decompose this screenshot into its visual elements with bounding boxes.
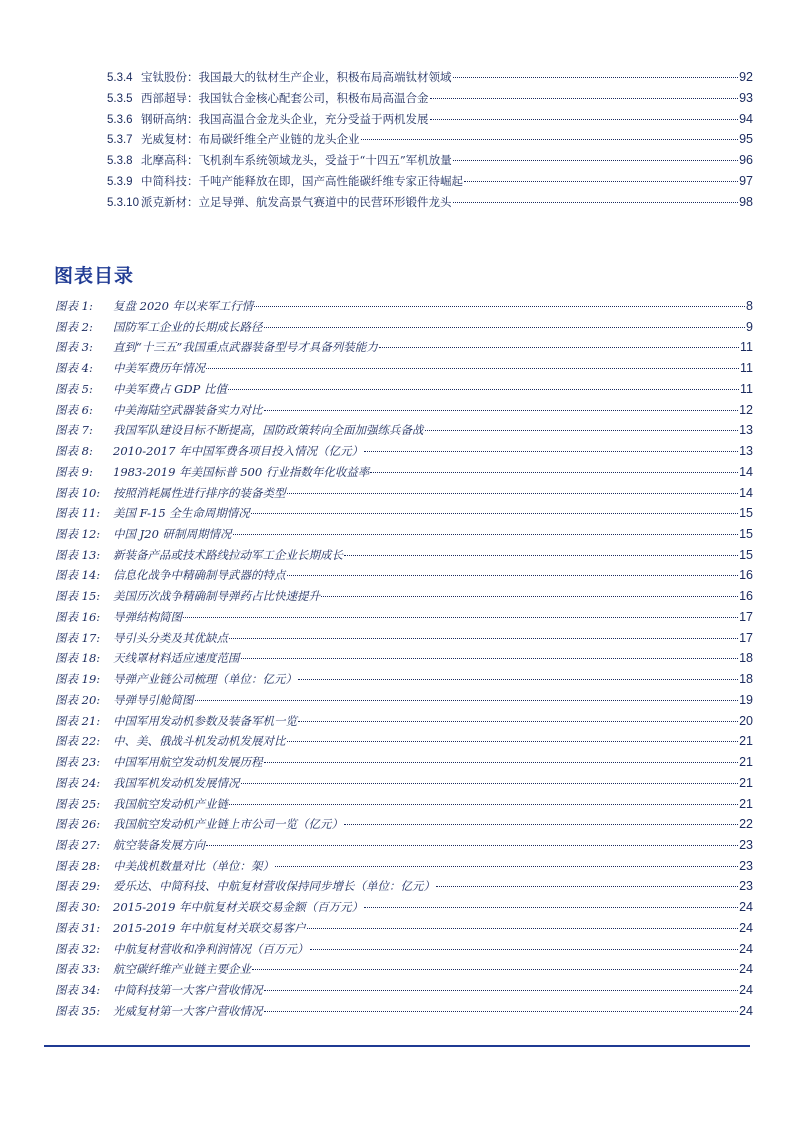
figure-entry[interactable] bbox=[55, 420, 753, 440]
entry-number: 图表 28: bbox=[55, 858, 101, 873]
entry-page-number: 18 bbox=[739, 651, 753, 666]
figure-entry[interactable] bbox=[55, 296, 753, 316]
entry-page-number: 17 bbox=[739, 609, 753, 624]
entry-title: 信息化战争中精确制导武器的特点 bbox=[113, 568, 286, 583]
dot-leader bbox=[254, 305, 745, 307]
figure-entry[interactable] bbox=[55, 648, 753, 668]
entry-title: 2015-2019 年中航复材关联交易客户 bbox=[113, 920, 306, 935]
entry-title: 中国军用航空发动机发展历程 bbox=[113, 755, 263, 770]
entry-title: 天线罩材料适应速度范围 bbox=[113, 651, 240, 666]
dot-leader bbox=[453, 159, 738, 161]
entry-page-number: 24 bbox=[739, 1003, 753, 1018]
entry-title: 航空装备发展方向 bbox=[113, 837, 205, 852]
entry-page-number: 94 bbox=[739, 111, 753, 126]
dot-leader bbox=[344, 823, 738, 825]
figure-entry[interactable] bbox=[55, 483, 753, 503]
figure-entry[interactable] bbox=[55, 462, 753, 482]
entry-page-number: 11 bbox=[740, 361, 753, 376]
dot-leader bbox=[344, 554, 738, 556]
dot-leader bbox=[233, 533, 739, 535]
entry-page-number: 17 bbox=[739, 630, 753, 645]
figure-entry[interactable] bbox=[55, 358, 753, 378]
entry-page-number: 97 bbox=[739, 174, 753, 188]
figure-entry[interactable] bbox=[55, 524, 753, 544]
figure-entry[interactable] bbox=[55, 856, 753, 876]
figure-entry[interactable] bbox=[55, 379, 753, 399]
entry-page-number: 14 bbox=[739, 485, 753, 500]
entry-title: 新装备产品或技术路线拉动军工企业长期成长 bbox=[113, 547, 343, 562]
entry-page-number: 95 bbox=[739, 132, 753, 147]
entry-number: 图表 18: bbox=[55, 651, 101, 666]
dot-leader bbox=[453, 201, 739, 203]
entry-page-number: 24 bbox=[739, 920, 753, 935]
entry-number: 图表 4: bbox=[55, 361, 93, 376]
entry-number: 图表 6: bbox=[55, 402, 93, 417]
entry-number: 图表 14: bbox=[55, 568, 101, 583]
entry-title: 导弹结构简图 bbox=[113, 609, 182, 624]
figure-entry[interactable] bbox=[55, 586, 753, 606]
figure-entry[interactable] bbox=[55, 669, 753, 689]
entry-number: 图表 25: bbox=[55, 796, 101, 811]
dot-leader bbox=[195, 699, 739, 701]
figure-entry[interactable] bbox=[55, 980, 753, 1000]
entry-page-number: 98 bbox=[739, 194, 753, 209]
entry-page-number: 13 bbox=[739, 444, 753, 459]
dot-leader bbox=[430, 118, 739, 120]
entry-number: 图表 5: bbox=[55, 381, 93, 396]
entry-page-number: 15 bbox=[739, 547, 753, 562]
entry-number: 图表 26: bbox=[55, 817, 101, 832]
entry-number: 图表 16: bbox=[55, 609, 101, 624]
entry-number: 图表 31: bbox=[55, 920, 101, 935]
entry-number: 图表 34: bbox=[55, 983, 101, 998]
dot-leader bbox=[264, 1010, 739, 1012]
entry-page-number: 22 bbox=[739, 817, 753, 832]
entry-title: 中美战机数量对比（单位：架） bbox=[113, 858, 274, 873]
entry-title: 钢研高纳：我国高温合金龙头企业，充分受益于两机发展 bbox=[141, 111, 429, 126]
entry-page-number: 18 bbox=[739, 672, 753, 687]
entry-number: 图表 11: bbox=[55, 506, 101, 521]
dot-leader bbox=[251, 512, 738, 514]
entry-page-number: 23 bbox=[739, 879, 753, 894]
entry-page-number: 15 bbox=[739, 506, 753, 521]
figure-entry[interactable] bbox=[55, 545, 753, 565]
entry-title: 导弹导引舱简图 bbox=[113, 692, 194, 707]
entry-page-number: 15 bbox=[739, 527, 753, 542]
dot-leader bbox=[252, 968, 738, 970]
dot-leader bbox=[364, 450, 738, 452]
entry-number: 图表 30: bbox=[55, 900, 101, 915]
entry-title: 2010-2017 年中国军费各项目投入情况（亿元） bbox=[113, 444, 364, 459]
dot-leader bbox=[453, 76, 739, 78]
figure-entry[interactable] bbox=[55, 565, 753, 585]
entry-title: 中美军费历年情况 bbox=[113, 361, 205, 376]
entry-title: 中航复材营收和净利润情况（百万元） bbox=[113, 941, 309, 956]
dot-leader bbox=[229, 637, 738, 639]
entry-number: 5.3.6 bbox=[107, 113, 133, 126]
entry-title: 我国航空发动机产业链上市公司一览（亿元） bbox=[113, 817, 343, 832]
figure-entry[interactable] bbox=[55, 711, 753, 731]
figure-entry[interactable] bbox=[55, 939, 753, 959]
entry-title: 航空碳纤维产业链主要企业 bbox=[113, 962, 251, 977]
entry-page-number: 24 bbox=[739, 962, 753, 977]
dot-leader bbox=[379, 346, 739, 348]
dot-leader bbox=[430, 97, 739, 99]
dot-leader bbox=[264, 989, 739, 991]
figure-entry[interactable] bbox=[55, 690, 753, 710]
entry-page-number: 21 bbox=[739, 755, 753, 770]
entry-title: 中国 J20 研制周期情况 bbox=[113, 527, 232, 542]
entry-page-number: 92 bbox=[739, 70, 753, 84]
toc-subsection-entry[interactable] bbox=[107, 150, 753, 170]
entry-page-number: 24 bbox=[739, 900, 753, 915]
figure-entry[interactable] bbox=[55, 731, 753, 751]
dot-leader bbox=[321, 595, 738, 597]
dot-leader bbox=[241, 657, 739, 659]
entry-title: 派克新材：立足导弹、航发高景气赛道中的民营环形锻件龙头 bbox=[141, 194, 452, 209]
dot-leader bbox=[298, 678, 738, 680]
figure-entry[interactable] bbox=[55, 503, 753, 523]
entry-page-number: 24 bbox=[739, 983, 753, 998]
entry-page-number: 24 bbox=[739, 941, 753, 956]
dot-leader bbox=[361, 138, 739, 140]
dot-leader bbox=[206, 844, 738, 846]
dot-leader bbox=[364, 906, 738, 908]
entry-number: 图表 13: bbox=[55, 547, 101, 562]
entry-number: 图表 29: bbox=[55, 879, 101, 894]
dot-leader bbox=[310, 948, 739, 950]
entry-number: 5.3.7 bbox=[107, 134, 133, 147]
entry-title: 北摩高科：飞机刹车系统领域龙头，受益于“十四五”军机放量 bbox=[141, 153, 452, 168]
figure-entry[interactable] bbox=[55, 752, 753, 772]
dot-leader bbox=[264, 761, 739, 763]
figure-entry[interactable] bbox=[55, 835, 753, 855]
entry-number: 图表 1: bbox=[55, 299, 93, 313]
entry-page-number: 16 bbox=[739, 589, 753, 604]
entry-title: 爱乐达、中简科技、中航复材营收保持同步增长（单位：亿元） bbox=[113, 879, 435, 894]
entry-title: 西部超导：我国钛合金核心配套公司，积极布局高温合金 bbox=[141, 90, 429, 105]
dot-leader bbox=[307, 927, 739, 929]
figure-entry[interactable] bbox=[55, 1001, 753, 1021]
entry-number: 图表 9: bbox=[55, 464, 93, 479]
entry-title: 美国历次战争精确制导弹药占比快速提升 bbox=[113, 589, 320, 604]
entry-title: 我国军机发动机发展情况 bbox=[113, 775, 240, 790]
entry-number: 图表 2: bbox=[55, 319, 93, 334]
entry-page-number: 23 bbox=[739, 858, 753, 873]
entry-number: 5.3.8 bbox=[107, 155, 133, 168]
dot-leader bbox=[264, 326, 746, 328]
entry-number: 图表 32: bbox=[55, 941, 101, 956]
dot-leader bbox=[287, 492, 739, 494]
entry-number: 5.3.9 bbox=[107, 176, 133, 188]
entry-title: 中简科技：千吨产能释放在即，国产高性能碳纤维专家正待崛起 bbox=[141, 174, 463, 188]
entry-number: 5.3.5 bbox=[107, 92, 133, 105]
entry-number: 图表 3: bbox=[55, 340, 93, 355]
dot-leader bbox=[298, 720, 738, 722]
toc-subsection-entry[interactable] bbox=[107, 67, 753, 87]
dot-leader bbox=[425, 429, 739, 431]
entry-number: 图表 10: bbox=[55, 485, 101, 500]
dot-leader bbox=[370, 471, 738, 473]
entry-page-number: 21 bbox=[739, 734, 753, 749]
entry-title: 我国军队建设目标不断提高，国防政策转向全面加强练兵备战 bbox=[113, 423, 424, 438]
footer-divider bbox=[44, 1045, 750, 1047]
figure-entry[interactable] bbox=[55, 773, 753, 793]
entry-number: 图表 35: bbox=[55, 1003, 101, 1018]
entry-title: 我国航空发动机产业链 bbox=[113, 796, 228, 811]
dot-leader bbox=[464, 180, 738, 182]
entry-number: 图表 23: bbox=[55, 755, 101, 770]
entry-title: 2015-2019 年中航复材关联交易金额（百万元） bbox=[113, 900, 364, 915]
entry-title: 美国 F-15 全生命周期情况 bbox=[113, 506, 250, 521]
entry-number: 图表 8: bbox=[55, 444, 93, 459]
entry-title: 光威复材第一大客户营收情况 bbox=[113, 1003, 263, 1018]
dot-leader bbox=[229, 803, 738, 805]
toc-subsection-entry[interactable] bbox=[107, 192, 753, 212]
entry-page-number: 11 bbox=[740, 340, 753, 355]
toc-subsection-entry[interactable] bbox=[107, 129, 753, 149]
entry-number: 图表 20: bbox=[55, 692, 101, 707]
figure-entry[interactable] bbox=[55, 317, 753, 337]
entry-title: 导引头分类及其优缺点 bbox=[113, 630, 228, 645]
toc-subsection-entry[interactable] bbox=[107, 88, 753, 108]
entry-title: 按照消耗属性进行排序的装备类型 bbox=[113, 485, 286, 500]
entry-page-number: 11 bbox=[740, 381, 753, 396]
entry-page-number: 93 bbox=[739, 90, 753, 105]
entry-title: 国防军工企业的长期成长路径 bbox=[113, 319, 263, 334]
entry-number: 图表 27: bbox=[55, 837, 101, 852]
figure-entry[interactable] bbox=[55, 628, 753, 648]
entry-title: 中美军费占 GDP 比值 bbox=[113, 381, 227, 396]
entry-number: 图表 19: bbox=[55, 672, 101, 687]
dot-leader bbox=[206, 367, 739, 369]
entry-title: 直到“十三五”我国重点武器装备型号才具备列装能力 bbox=[113, 340, 378, 355]
entry-page-number: 16 bbox=[739, 568, 753, 583]
figure-entry[interactable] bbox=[55, 400, 753, 420]
entry-page-number: 9 bbox=[746, 319, 753, 334]
entry-page-number: 21 bbox=[739, 796, 753, 811]
entry-page-number: 23 bbox=[739, 837, 753, 852]
entry-number: 图表 24: bbox=[55, 775, 101, 790]
entry-number: 图表 15: bbox=[55, 589, 101, 604]
dot-leader bbox=[228, 388, 739, 390]
entry-page-number: 21 bbox=[739, 775, 753, 790]
toc-subsection-entry[interactable] bbox=[107, 171, 753, 191]
entry-number: 图表 33: bbox=[55, 962, 101, 977]
entry-title: 中国军用发动机参数及装备军机一览 bbox=[113, 713, 297, 728]
figure-entry[interactable] bbox=[55, 607, 753, 627]
entry-number: 5.3.10 bbox=[107, 196, 139, 209]
figures-heading: 图表目录 bbox=[54, 265, 135, 287]
entry-title: 导弹产业链公司梳理（单位：亿元） bbox=[113, 672, 297, 687]
toc-subsection-entry[interactable] bbox=[107, 109, 753, 129]
entry-page-number: 20 bbox=[739, 713, 753, 728]
entry-page-number: 14 bbox=[739, 464, 753, 479]
dot-leader bbox=[264, 409, 739, 411]
figure-entry[interactable] bbox=[55, 876, 753, 896]
dot-leader bbox=[287, 740, 739, 742]
figure-entry[interactable] bbox=[55, 959, 753, 979]
figure-entry[interactable] bbox=[55, 337, 753, 357]
entry-title: 复盘 2020 年以来军工行情 bbox=[113, 299, 254, 313]
dot-leader bbox=[287, 574, 739, 576]
entry-page-number: 13 bbox=[739, 423, 753, 438]
entry-title: 光威复材：布局碳纤维全产业链的龙头企业 bbox=[141, 132, 360, 147]
entry-title: 中简科技第一大客户营收情况 bbox=[113, 983, 263, 998]
figure-entry[interactable] bbox=[55, 441, 753, 461]
figure-entry[interactable] bbox=[55, 897, 753, 917]
dot-leader bbox=[436, 885, 738, 887]
entry-page-number: 8 bbox=[746, 299, 753, 313]
entry-title: 中、美、俄战斗机发动机发展对比 bbox=[113, 734, 286, 749]
figure-entry[interactable] bbox=[55, 794, 753, 814]
dot-leader bbox=[241, 782, 739, 784]
entry-page-number: 19 bbox=[739, 692, 753, 707]
entry-number: 图表 12: bbox=[55, 527, 101, 542]
entry-number: 5.3.4 bbox=[107, 72, 133, 84]
entry-page-number: 12 bbox=[739, 402, 753, 417]
dot-leader bbox=[275, 865, 738, 867]
entry-number: 图表 7: bbox=[55, 423, 93, 438]
entry-page-number: 96 bbox=[739, 153, 753, 168]
entry-number: 图表 17: bbox=[55, 630, 101, 645]
entry-number: 图表 21: bbox=[55, 713, 101, 728]
dot-leader bbox=[183, 616, 738, 618]
entry-title: 宝钛股份：我国最大的钛材生产企业，积极布局高端钛材领域 bbox=[141, 70, 452, 84]
entry-title: 中美海陆空武器装备实力对比 bbox=[113, 402, 263, 417]
entry-title: 1983-2019 年美国标普 500 行业指数年化收益率 bbox=[113, 464, 370, 479]
figure-entry[interactable] bbox=[55, 918, 753, 938]
figure-entry[interactable] bbox=[55, 814, 753, 834]
entry-number: 图表 22: bbox=[55, 734, 101, 749]
